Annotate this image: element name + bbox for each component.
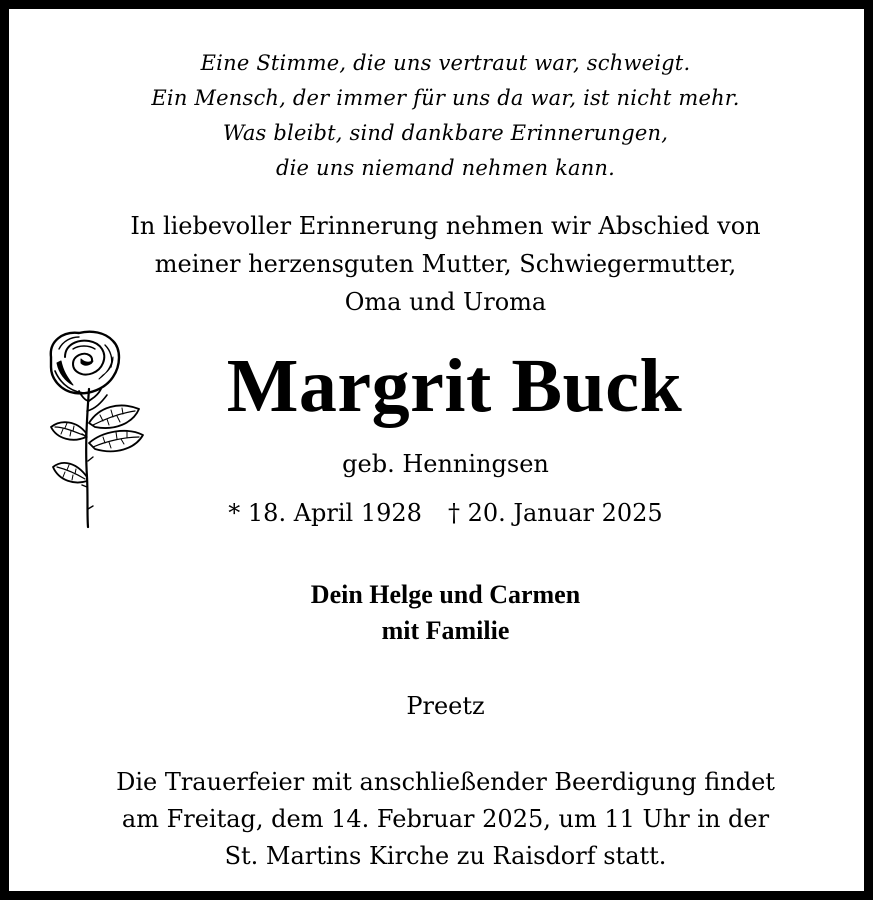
ceremony-line: am Freitag, dem 14. Februar 2025, um 11 Uhr in der (121, 805, 770, 833)
intro-line: meiner herzensguten Mutter, Schwiegermutter, (154, 250, 737, 278)
life-dates (18, 494, 873, 532)
mourners (18, 577, 873, 649)
ceremony-line: Die Trauerfeier mit anschließender Beerdigung findet (116, 768, 775, 796)
place: Preetz (406, 692, 485, 720)
ceremony-line: St. Martins Kirche zu Raisdorf statt. (224, 842, 667, 870)
farewell-intro (18, 207, 873, 321)
deceased-name: Margrit Buck (226, 344, 683, 428)
memorial-poem (18, 46, 873, 186)
poem-line: Was bleibt, sind dankbare Erinnerungen, (222, 121, 669, 145)
poem-line: die uns niemand nehmen kann. (275, 156, 616, 180)
intro-line: Oma und Uroma (344, 288, 547, 316)
birth-date: * 18. April 1928 (228, 499, 422, 527)
ceremony-info (18, 764, 873, 875)
mourners-line: mit Familie (381, 616, 510, 645)
mourners-line: Dein Helge und Carmen (310, 580, 581, 609)
intro-line: In liebevoller Erinnerung nehmen wir Abschied von (130, 212, 761, 240)
poem-line: Eine Stimme, die uns vertraut war, schweigt. (200, 51, 691, 75)
death-date: † 20. Januar 2025 (447, 499, 663, 527)
birth-name: geb. Henningsen (342, 450, 549, 478)
poem-line: Ein Mensch, der immer für uns da war, ist nicht mehr. (151, 86, 740, 110)
